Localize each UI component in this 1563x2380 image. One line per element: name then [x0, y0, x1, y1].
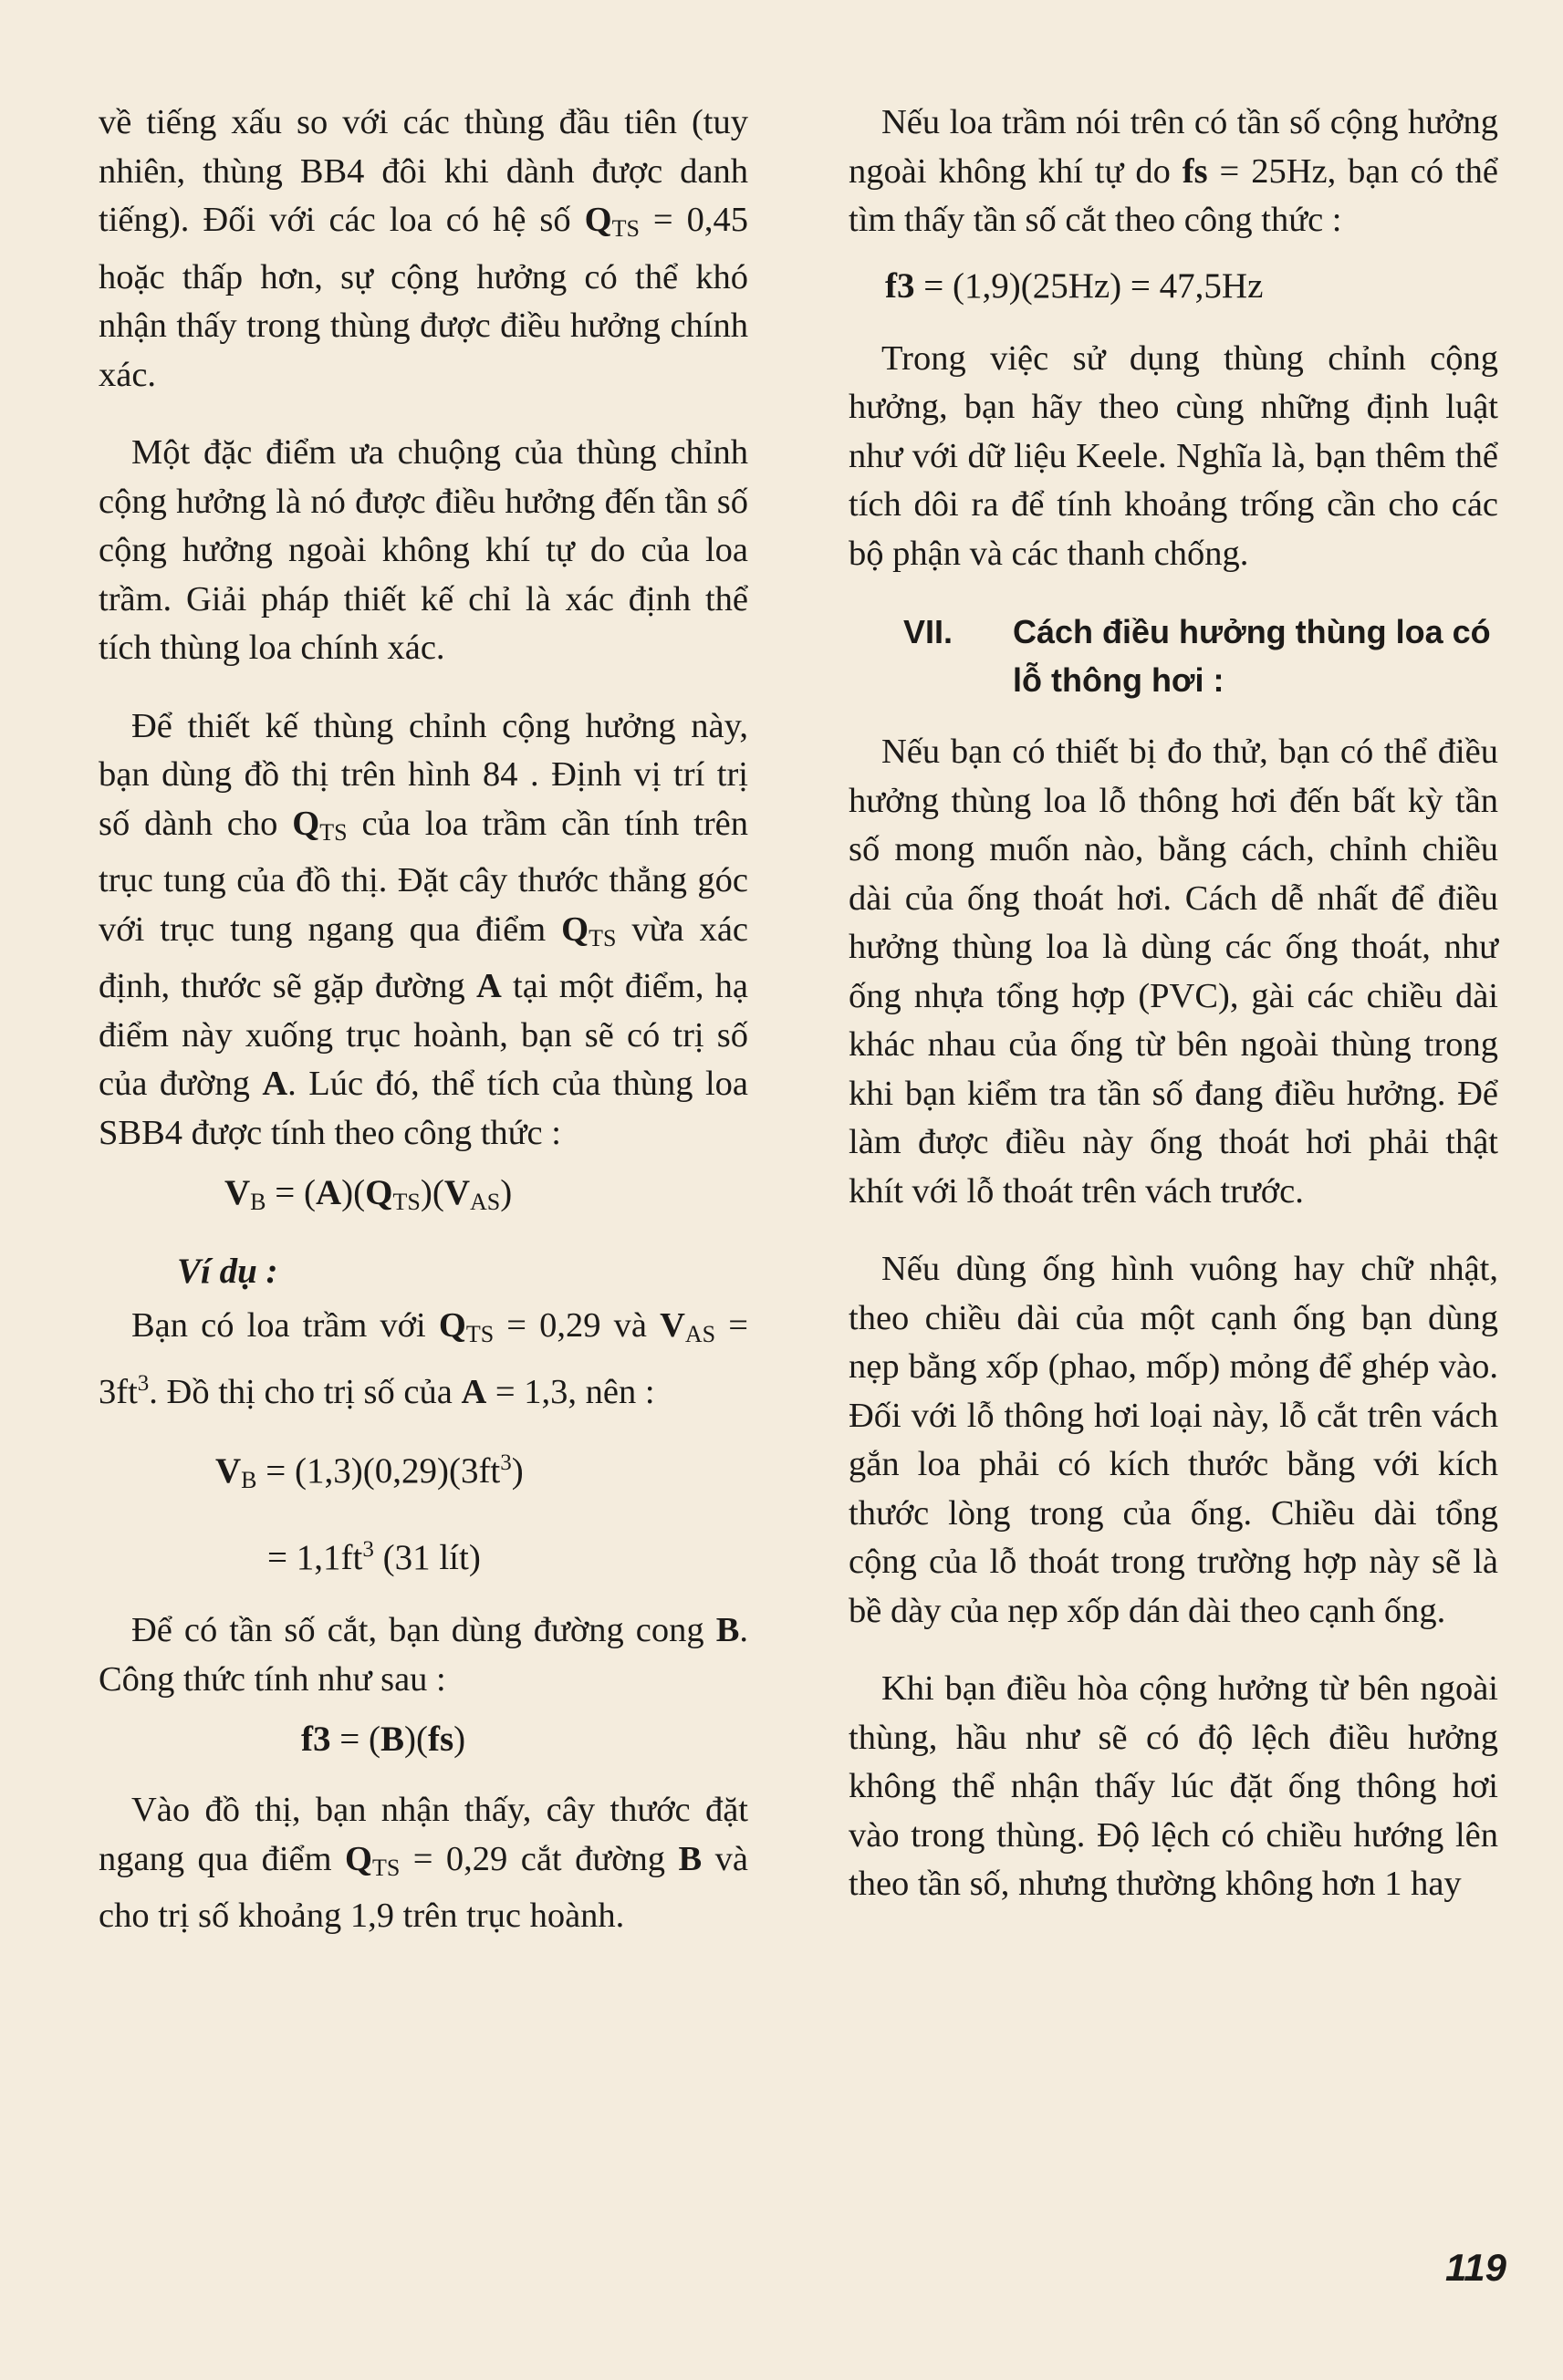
example-paragraph: Bạn có loa trầm với $Q_{TS} = 0,29$ và $V_{AS} = 3ft^3$. Đồ thị cho trị số của A = 1,3, nên : [99, 1306, 748, 1411]
left-paragraph-2: Một đặc điểm ưa chuộng của thùng chỉnh cộng hưởng là nó được điều hưởng đến tần số cộng hưởng ngoài không khí tự do của loa trầm. Giải pháp thiết kế chỉ là xác định thể tích thùng loa chính xác. [99, 433, 748, 667]
section-number: VII. [903, 613, 953, 650]
section-heading-vii [849, 608, 1498, 704]
right-paragraph-3: Nếu bạn có thiết bị đo thử, bạn có thể điều hưởng thùng loa lỗ thông hơi đến bất kỳ tần số mong muốn nào, bằng cách, chỉnh chiều dài của ống thoát hơi. Cách dễ nhất để điều hưởng thùng loa là dùng các ống thoát, như ống nhựa tổng hợp (PVC), gài các chiều dài khác nhau của ống từ bên ngoài thùng trong khi bạn kiểm tra tần số đang điều hưởng. Để làm được điều này ống thoát hơi phải thật khít với lỗ thoát trên vách trước. [849, 733, 1498, 1211]
formula-vb-example: $V_B = (1,3)(0,29)(3ft^3)$ [215, 1450, 524, 1493]
right-paragraph-4: Nếu dùng ống hình vuông hay chữ nhật, theo chiều dài của một cạnh ống bạn dùng nẹp bằng xốp (phao, mốp) mỏng để ghép vào. Đối với lỗ thông hơi loại này, lỗ cắt trên vách gắn loa phải có kích thước bằng với kích thước lòng trong của ống. Chiều dài tổng cộng của lỗ thoát trong trường hợp này sẽ là bề dày của nẹp xốp dán dài theo cạnh ống. [849, 1250, 1498, 1630]
right-paragraph-5: Khi bạn điều hòa cộng hưởng từ bên ngoài thùng, hầu như sẽ có độ lệch điều hưởng không thể nhận thấy lúc đặt ống thông hơi vào trong thùng. Độ lệch có chiều hướng lên theo tần số, nhưng thường không hơn 1 hay [849, 1669, 1498, 1903]
formula-f3-example: f3 = (1,9)(25Hz) = 47,5Hz [885, 265, 1264, 306]
right-paragraph-1: Nếu loa trầm nói trên có tần số cộng hưởng ngoài không khí tự do fs = 25Hz, bạn có thể tìm thấy tần số cắt theo công thức : [849, 103, 1499, 239]
left-column [99, 99, 748, 1970]
formula-vb: $V_B = (A)(Q_{TS})(V_{AS})$ [224, 1173, 513, 1215]
left-paragraph-5: Vào đồ thị, bạn nhận thấy, cây thước đặt ngang qua điểm $Q_{TS} = 0,29$ cắt đường B và cho trị số khoảng 1,9 trên trục hoành. [99, 1791, 748, 1935]
left-paragraph-3: Để thiết kế thùng chỉnh cộng hưởng này, bạn dùng đồ thị trên hình 84 . Định vị trí trị số dành cho $Q_{TS}$ của loa trầm cần tính trên trục tung của đồ thị. Đặt cây thước thẳng góc với trục tung ngang qua điểm $Q_{TS}$ vừa xác định, thước sẽ gặp đường A tại một điểm, hạ điểm này xuống trục hoành, bạn sẽ có trị số của đường A. Lúc đó, thể tích của thùng loa SBB4 được tính theo công thức : [99, 706, 749, 1152]
left-paragraph-4: Để có tần số cắt, bạn dùng đường cong B. Công thức tính như sau : [99, 1611, 748, 1699]
formula-f3: f3 = (B)(fs) [301, 1720, 466, 1759]
right-paragraph-2: Trong việc sử dụng thùng chỉnh cộng hưởng, bạn hãy theo cùng những định luật như với dữ liệu Keele. Nghĩa là, bạn thêm thể tích dôi ra để tính khoảng trống cần cho các bộ phận và các thanh chống. [849, 338, 1498, 573]
right-column [849, 99, 1498, 1938]
example-label: Ví dụ : [177, 1252, 278, 1291]
left-paragraph-1: về tiếng xấu so với các thùng đầu tiên (tuy nhiên, thùng BB4 đôi khi dành được danh tiếng). Đối với các loa có hệ số $Q_{TS} = 0,45$ hoặc thấp hơn, sự cộng hưởng có thể khó nhận thấy trong thùng được điều hưởng chính xác. [99, 103, 748, 394]
section-title: Cách điều hưởng thùng loa có lỗ thông hơi : [1013, 613, 1491, 699]
formula-vb-result: = $1,1ft^3$ (31 lít) [267, 1537, 481, 1577]
page-number: 119 [1445, 2246, 1506, 2289]
